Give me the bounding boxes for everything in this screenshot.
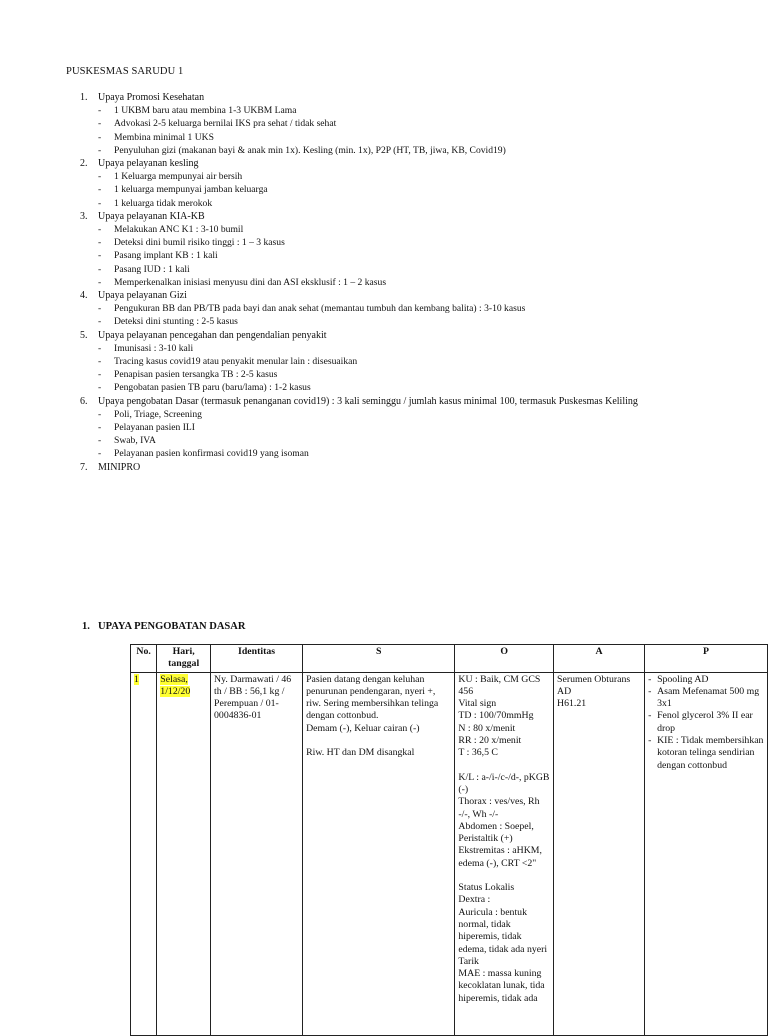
outline-item-text: Imunisasi : 3-10 kali — [114, 342, 194, 354]
outline-section-label: Upaya pelayanan KIA-KB — [98, 210, 205, 222]
outline-item-text: Pengobatan pasien TB paru (baru/lama) : 1-2 kasus — [114, 382, 311, 394]
outline-section — [80, 395, 768, 408]
outline-section-number: 7. — [80, 461, 88, 473]
objective-line: N : 80 x/menit — [458, 722, 516, 734]
exam-table — [130, 644, 768, 1036]
cell-identitas: Ny. Darmawati / 46 th / BB : 56,1 kg / Perempuan / 01-0004836-01 — [211, 672, 303, 1035]
outline-item — [80, 368, 768, 381]
outline-item-dash: - — [98, 316, 102, 328]
outline-item-text: Deteksi dini bumil risiko tinggi : 1 – 3 kasus — [114, 237, 285, 249]
outline-section-label: Upaya pelayanan pencegahan dan pengendalian penyakit — [98, 329, 327, 341]
cell-subjective — [303, 672, 455, 1035]
cell-no — [131, 672, 157, 1035]
outline-item — [80, 302, 768, 315]
plan-list — [648, 674, 764, 772]
outline-item-dash: - — [98, 408, 102, 420]
outline-item — [80, 236, 768, 249]
outline-item-dash: - — [98, 197, 102, 209]
outline-item-text: Penyuluhan gizi (makanan bayi & anak min 1x). Kesling (min. 1x), P2P (HT, TB, jiwa, KB, Covid19) — [114, 144, 506, 156]
outline-item-dash: - — [98, 435, 102, 447]
subjective-line — [306, 735, 451, 747]
objective-line: Abdomen : Soepel, Peristaltik (+) — [458, 820, 534, 845]
outline-item-dash: - — [98, 382, 102, 394]
subjective-line: Demam (-), Keluar cairan (-) — [306, 722, 420, 734]
plan-item-text: Asam Mefenamat 500 mg 3x1 — [657, 685, 760, 710]
subjective-line: Pasien datang dengan keluhan penurunan pendengaran, nyeri +, riw. Sering membersihkan telinga dengan cottonbud. — [306, 673, 439, 722]
outline-item — [80, 144, 768, 157]
outline-section-number: 6. — [80, 395, 88, 407]
objective-line: TD : 100/70mmHg — [458, 710, 534, 722]
outline-item-text: Deteksi dini stunting : 2-5 kasus — [114, 316, 238, 328]
outline-item-text: Melakukan ANC K1 : 3-10 bumil — [114, 224, 244, 236]
program-outline — [80, 91, 768, 474]
outline-item-text: Pelayanan pasien ILI — [114, 422, 195, 434]
cell-hari — [157, 672, 211, 1035]
outline-item-dash: - — [98, 171, 102, 183]
objective-line: Thorax : ves/ves, Rh -/-, Wh -/- — [458, 796, 540, 820]
outline-item — [80, 104, 768, 117]
header-p: P — [645, 645, 768, 673]
outline-section-label: Upaya Promosi Kesehatan — [98, 92, 205, 103]
header-o: O — [455, 645, 554, 673]
table-row — [131, 672, 768, 1035]
plan-item — [648, 674, 764, 686]
objective-line — [458, 870, 550, 882]
outline-item — [80, 408, 768, 421]
outline-item — [80, 170, 768, 183]
subjective-line: Riw. HT dan DM disangkal — [306, 747, 415, 759]
outline-section — [80, 210, 768, 223]
outline-item-dash: - — [98, 422, 102, 434]
outline-item-text: Tracing kasus covid19 atau penyakit menular lain : disesuaikan — [114, 356, 358, 368]
outline-item — [80, 355, 768, 368]
outline-section — [80, 461, 768, 474]
plan-item-dash: - — [648, 735, 652, 747]
objective-line: Dextra : — [458, 894, 491, 906]
plan-item — [648, 735, 764, 772]
outline-item — [80, 315, 768, 328]
header-no: No. — [131, 645, 157, 673]
outline-item-dash: - — [98, 237, 102, 249]
outline-item-dash: - — [98, 448, 102, 460]
outline-item-text: Pasang implant KB : 1 kali — [114, 250, 218, 262]
outline-section-label: Upaya pelayanan kesling — [98, 158, 199, 170]
outline-item — [80, 263, 768, 276]
outline-item-dash: - — [98, 118, 102, 130]
outline-item-dash: - — [98, 131, 102, 143]
outline-section-number: 2. — [80, 158, 88, 170]
outline-section-label: Upaya pelayanan Gizi — [98, 290, 187, 302]
outline-item — [80, 131, 768, 144]
outline-item — [80, 447, 768, 460]
cell-objective — [455, 672, 554, 1035]
header-hari: Hari, tanggal — [157, 645, 211, 673]
objective-line — [458, 760, 550, 772]
outline-item-dash: - — [98, 250, 102, 262]
plan-item-text: Fenol glycerol 3% II ear drop — [657, 710, 753, 734]
outline-section — [80, 157, 768, 170]
cell-assessment — [554, 672, 645, 1035]
outline-item — [80, 276, 768, 289]
outline-item-dash: - — [98, 303, 102, 315]
outline-item-dash: - — [98, 342, 102, 354]
outline-item-text: Poli, Triage, Screening — [114, 408, 202, 420]
objective-line: KU : Baik, CM GCS 456 — [458, 673, 541, 697]
objective-line: K/L : a-/i-/c-/d-, pKGB (-) — [458, 771, 550, 795]
outline-item — [80, 183, 768, 196]
cell-hari-value: Selasa, 1/12/20 — [160, 673, 191, 697]
outline-item-text: Pengukuran BB dan PB/TB pada bayi dan anak sehat (memantau tumbuh dan kembang balita) : 3-10 kasus — [114, 303, 526, 315]
outline-item-text: Penapisan pasien tersangka TB : 2-5 kasus — [114, 369, 278, 381]
outline-item-text: Pelayanan pasien konfirmasi covid19 yang isoman — [114, 448, 309, 460]
plan-item-dash: - — [648, 673, 652, 685]
outline-item — [80, 421, 768, 434]
plan-item-text: Spooling AD — [657, 673, 709, 685]
assessment-line: Serumen Obturans AD — [557, 673, 631, 697]
outline-item-dash: - — [98, 224, 102, 236]
plan-item — [648, 710, 764, 735]
header-a: A — [554, 645, 645, 673]
objective-line: Vital sign — [458, 698, 497, 710]
outline-item-text: 1 keluarga tidak merokok — [114, 197, 213, 209]
plan-item — [648, 686, 764, 711]
outline-section-number: 5. — [80, 329, 88, 341]
cell-no-value: 1 — [134, 673, 139, 685]
section-heading — [82, 621, 245, 632]
outline-section — [80, 289, 768, 302]
outline-item-dash: - — [98, 276, 102, 288]
outline-item — [80, 197, 768, 210]
outline-item-text: 1 Keluarga mempunyai air bersih — [114, 171, 243, 183]
outline-section-label: MINIPRO — [98, 461, 141, 473]
outline-item-text: Advokasi 2-5 keluarga bernilai IKS pra sehat / tidak sehat — [114, 118, 337, 130]
header-identitas: Identitas — [211, 645, 303, 673]
plan-item-dash: - — [648, 685, 652, 697]
cell-plan — [645, 672, 768, 1035]
outline-item-dash: - — [98, 356, 102, 368]
outline-item-text: Swab, IVA — [114, 435, 156, 447]
objective-line: Status Lokalis — [458, 882, 515, 894]
outline-item — [80, 117, 768, 130]
outline-item-dash: - — [98, 105, 102, 117]
assessment-line: H61.21 — [557, 698, 587, 710]
outline-section-number: 3. — [80, 210, 88, 222]
outline-item-text: 1 keluarga mempunyai jamban keluarga — [114, 184, 268, 196]
objective-line: Auricula : bentuk normal, tidak hiperemis, tidak edema, tidak ada nyeri Tarik — [458, 906, 548, 967]
outline-section-number: 4. — [80, 290, 88, 302]
outline-item — [80, 434, 768, 447]
outline-item-text: Membina minimal 1 UKS — [114, 131, 214, 143]
outline-section — [80, 329, 768, 342]
objective-line: T : 36,5 C — [458, 747, 498, 759]
outline-section-number: 1. — [80, 92, 88, 103]
page-title: PUSKESMAS SARUDU 1 — [66, 66, 184, 77]
outline-item-dash: - — [98, 369, 102, 381]
section-heading-number: 1. — [82, 621, 90, 632]
outline-item-text: 1 UKBM baru atau membina 1-3 UKBM Lama — [114, 105, 297, 117]
outline-item — [80, 381, 768, 394]
outline-item-dash: - — [98, 263, 102, 275]
outline-section — [80, 91, 768, 104]
outline-item — [80, 223, 768, 236]
objective-line: Ekstremitas : aHKM, edema (-), CRT <2" — [458, 845, 542, 869]
outline-item-text: Pasang IUD : 1 kali — [114, 263, 190, 275]
section-heading-label: UPAYA PENGOBATAN DASAR — [98, 621, 246, 632]
objective-line: RR : 20 x/menit — [458, 735, 522, 747]
outline-item-dash: - — [98, 144, 102, 156]
outline-section-label: Upaya pengobatan Dasar (termasuk penanganan covid19) : 3 kali seminggu / jumlah kasus minimal 100, termasuk Puskesmas Keliling — [98, 395, 638, 407]
objective-line: MAE : massa kuning kecoklatan lunak, tida hiperemis, tidak ada — [458, 968, 545, 1004]
plan-item-text: KIE : Tidak membersihkan kotoran telinga sendirian dengan cottonbud — [657, 735, 764, 771]
outline-item-text: Memperkenalkan inisiasi menyusu dini dan ASI eksklusif : 1 – 2 kasus — [114, 276, 387, 288]
outline-item — [80, 249, 768, 262]
plan-item-dash: - — [648, 710, 652, 722]
outline-item — [80, 342, 768, 355]
header-s: S — [303, 645, 455, 673]
outline-item-dash: - — [98, 184, 102, 196]
table-header-row — [131, 645, 768, 673]
